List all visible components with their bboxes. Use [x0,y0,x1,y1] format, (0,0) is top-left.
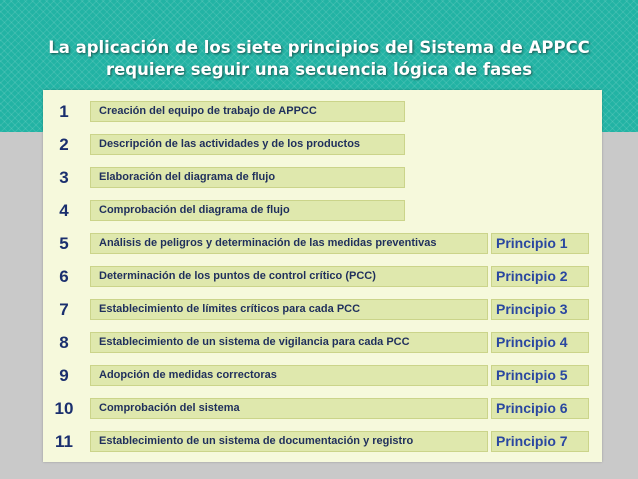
row-number: 2 [59,135,69,154]
table-row [43,329,602,356]
table-row [43,296,602,323]
step-label: Establecimiento de un sistema de documentación y registro [90,431,488,452]
title-line-2: requiere seguir una secuencia lógica de fases [105,60,533,79]
step-label: Análisis de peligros y determinación de las medidas preventivas [90,233,488,254]
table-row [43,164,602,191]
row-number: 11 [55,432,73,451]
row-number: 9 [59,366,69,385]
table-row [43,131,602,158]
phases-table [43,90,602,462]
principle-label: Principio 4 [491,332,589,353]
table-row [43,395,602,422]
row-number: 1 [59,102,69,121]
principle-label: Principio 6 [491,398,589,419]
step-label: Adopción de medidas correctoras [90,365,488,386]
principle-label: Principio 3 [491,299,589,320]
table-row [43,197,602,224]
step-label: Determinación de los puntos de control crítico (PCC) [90,266,488,287]
step-label: Comprobación del diagrama de flujo [90,200,405,221]
step-label: Establecimiento de límites críticos para cada PCC [90,299,488,320]
step-label: Comprobación del sistema [90,398,488,419]
row-number: 3 [59,168,69,187]
row-number: 7 [59,300,69,319]
principle-label: Principio 2 [491,266,589,287]
row-number: 10 [54,399,74,418]
principle-label: Principio 1 [491,233,589,254]
table-row [43,428,602,455]
step-label: Elaboración del diagrama de flujo [90,167,405,188]
row-number: 4 [59,201,69,220]
row-number: 5 [59,234,69,253]
step-label: Creación del equipo de trabajo de APPCC [90,101,405,122]
slide-title [0,37,638,81]
row-number: 6 [59,267,69,286]
principle-label: Principio 7 [491,431,589,452]
row-number: 8 [59,333,69,352]
table-row [43,98,602,125]
step-label: Establecimiento de un sistema de vigilancia para cada PCC [90,332,488,353]
title-line-1: La aplicación de los siete principios del Sistema de APPCC [48,38,590,57]
table-row [43,263,602,290]
table-row [43,230,602,257]
step-label: Descripción de las actividades y de los productos [90,134,405,155]
principle-label: Principio 5 [491,365,589,386]
table-row [43,362,602,389]
